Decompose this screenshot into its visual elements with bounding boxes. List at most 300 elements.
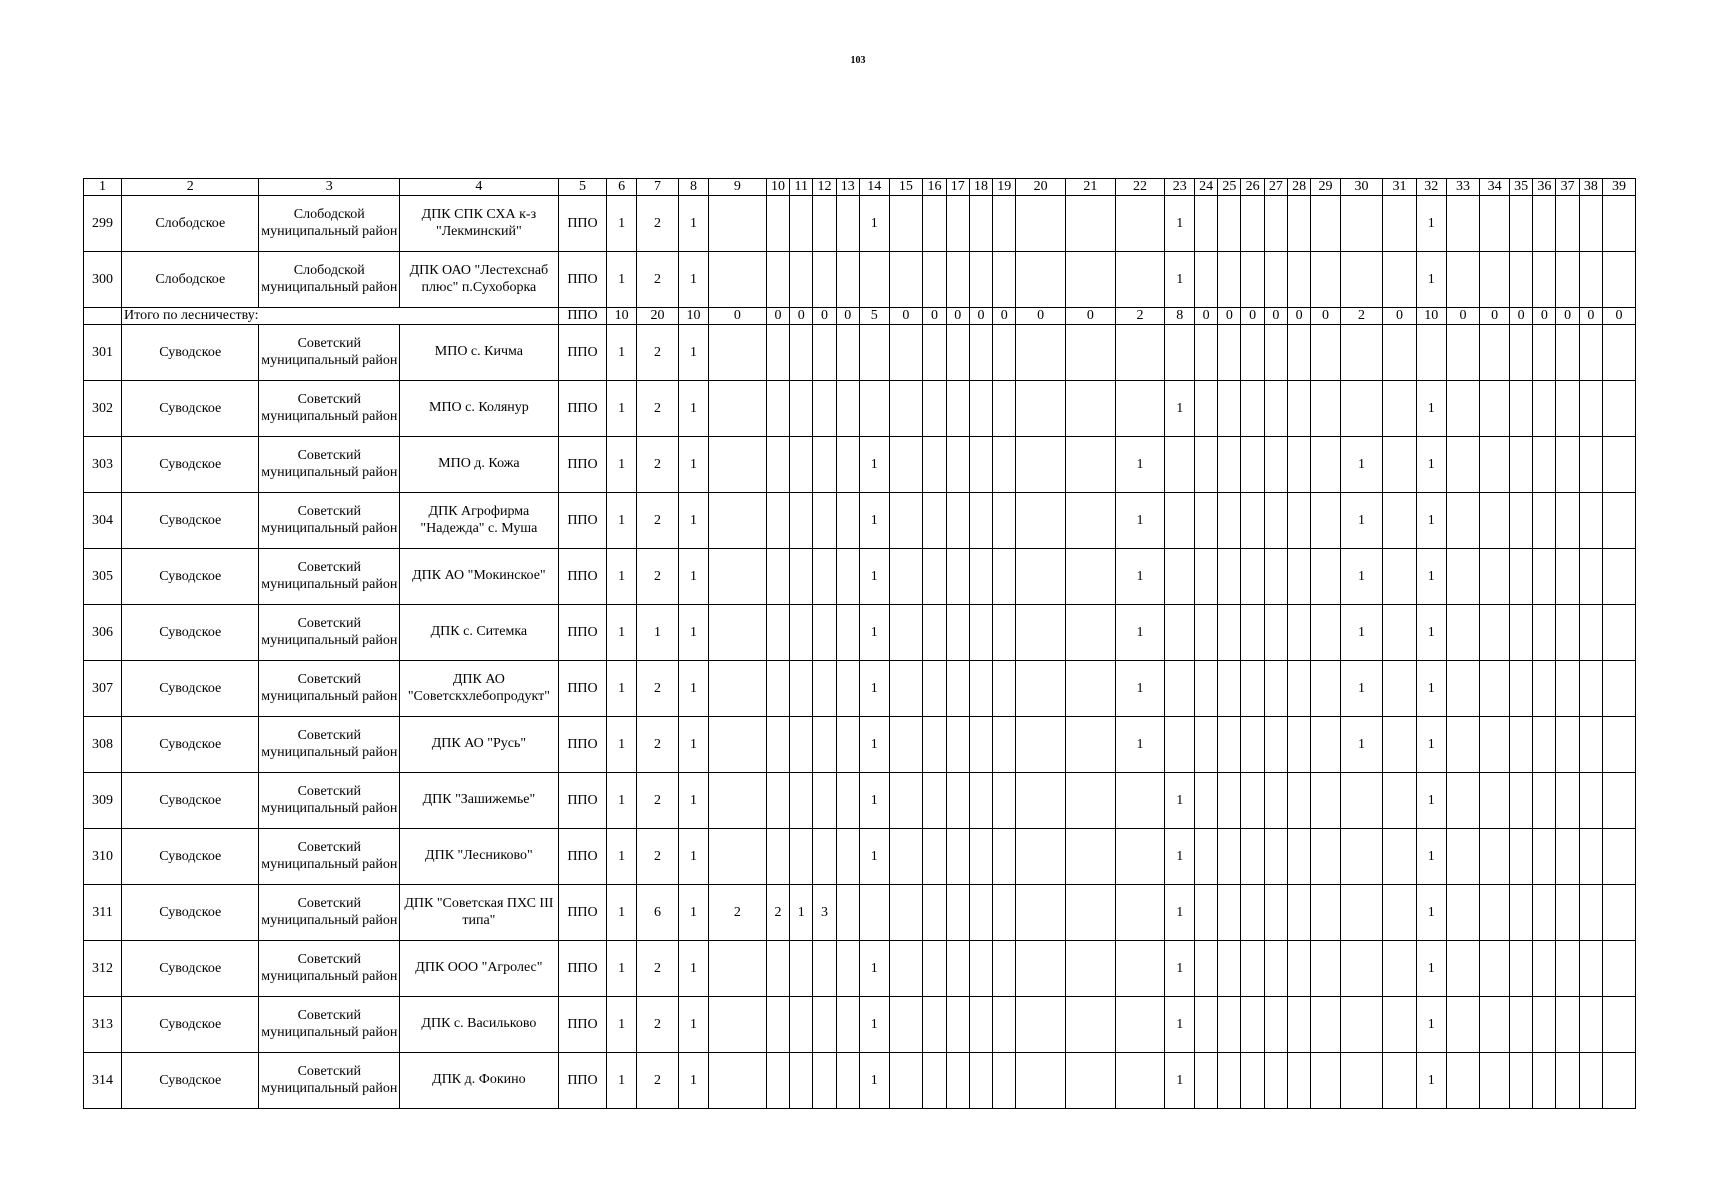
value-cell-col-32: 1 [1416,549,1446,605]
value-cell-col-8: 1 [679,196,709,252]
value-cell-col-17 [946,493,969,549]
value-cell-col-11 [790,493,813,549]
value-cell-col-33 [1446,381,1480,437]
value-cell-col-36 [1533,661,1556,717]
value-cell-col-32: 1 [1416,252,1446,308]
value-cell-col-6: 1 [607,381,637,437]
value-cell-col-25 [1218,196,1241,252]
value-cell-col-18 [969,325,992,381]
value-cell-col-17 [946,717,969,773]
value-cell-col-15 [889,717,923,773]
value-cell-col-21 [1066,381,1116,437]
row-number: 313 [84,997,122,1053]
value-cell-col-7: 2 [636,997,678,1053]
value-cell-col-36 [1533,885,1556,941]
value-cell-col-29 [1311,605,1341,661]
value-cell-col-13 [836,196,859,252]
header-cell-23: 23 [1165,179,1195,196]
value-cell-col-35 [1509,941,1532,997]
value-cell-col-10 [766,717,789,773]
header-cell-6: 6 [607,179,637,196]
value-cell-col-21 [1066,549,1116,605]
value-cell-col-33 [1446,196,1480,252]
value-cell-col-15 [889,661,923,717]
value-cell-col-19 [993,941,1016,997]
value-cell-col-17 [946,773,969,829]
value-cell-col-18 [969,549,992,605]
value-cell-col-9 [708,437,766,493]
value-cell-col-12 [813,1053,836,1109]
header-cell-20: 20 [1016,179,1066,196]
value-cell-col-28 [1287,1053,1310,1109]
value-cell-col-25 [1218,1053,1241,1109]
value-cell-col-18 [969,381,992,437]
value-cell-col-20 [1016,997,1066,1053]
value-cell-col-11: 1 [790,885,813,941]
value-cell-col-23 [1165,437,1195,493]
value-cell-col-39 [1602,717,1635,773]
unit-type: ППО [558,1053,607,1109]
value-cell-col-11 [790,381,813,437]
value-cell-col-26 [1241,605,1264,661]
value-cell-col-11 [790,325,813,381]
value-cell-col-19 [993,829,1016,885]
value-cell-col-11: 0 [790,308,813,325]
value-cell-col-15 [889,773,923,829]
organization-name: ДПК Агрофирма "Надежда" с. Муша [400,493,559,549]
value-cell-col-7: 2 [636,661,678,717]
value-cell-col-27 [1264,717,1287,773]
header-cell-10: 10 [766,179,789,196]
unit-type: ППО [558,885,607,941]
unit-type: ППО [558,997,607,1053]
value-cell-col-9 [708,605,766,661]
value-cell-col-21 [1066,829,1116,885]
value-cell-col-34 [1480,1053,1510,1109]
table-row [84,829,1636,885]
value-cell-col-39 [1602,493,1635,549]
table-row [84,605,1636,661]
value-cell-col-28 [1287,885,1310,941]
value-cell-col-14 [859,252,889,308]
value-cell-col-17 [946,885,969,941]
table-row [84,381,1636,437]
value-cell-col-26 [1241,196,1264,252]
value-cell-col-28 [1287,252,1310,308]
value-cell-col-9 [708,717,766,773]
value-cell-col-12 [813,941,836,997]
value-cell-col-24 [1194,325,1217,381]
header-cell-15: 15 [889,179,923,196]
value-cell-col-33 [1446,717,1480,773]
value-cell-col-15: 0 [889,308,923,325]
value-cell-col-14: 1 [859,661,889,717]
value-cell-col-22 [1115,196,1165,252]
value-cell-col-36 [1533,1053,1556,1109]
value-cell-col-9 [708,997,766,1053]
organization-name: ДПК "Советская ПХС III типа" [400,885,559,941]
value-cell-col-26 [1241,325,1264,381]
value-cell-col-27 [1264,773,1287,829]
value-cell-col-27 [1264,252,1287,308]
value-cell-col-30 [1340,997,1382,1053]
value-cell-col-25 [1218,437,1241,493]
forestry-name: Суводское [122,1053,259,1109]
table-row [84,549,1636,605]
value-cell-col-6: 1 [607,493,637,549]
header-cell-34: 34 [1480,179,1510,196]
value-cell-col-34 [1480,196,1510,252]
value-cell-col-22 [1115,252,1165,308]
row-number: 303 [84,437,122,493]
value-cell-col-12 [813,661,836,717]
value-cell-col-14 [859,325,889,381]
value-cell-col-15 [889,549,923,605]
value-cell-col-32: 1 [1416,661,1446,717]
value-cell-col-21 [1066,605,1116,661]
value-cell-col-15 [889,605,923,661]
value-cell-col-11 [790,997,813,1053]
header-cell-39: 39 [1602,179,1635,196]
value-cell-col-20 [1016,1053,1066,1109]
unit-type: ППО [558,549,607,605]
value-cell-col-27 [1264,829,1287,885]
value-cell-col-30: 1 [1340,437,1382,493]
unit-type: ППО [558,941,607,997]
value-cell-col-14: 1 [859,941,889,997]
value-cell-col-24 [1194,1053,1217,1109]
value-cell-col-30: 1 [1340,549,1382,605]
value-cell-col-37 [1556,1053,1579,1109]
value-cell-col-22 [1115,773,1165,829]
value-cell-col-38 [1579,885,1602,941]
header-cell-30: 30 [1340,179,1382,196]
value-cell-col-30 [1340,252,1382,308]
value-cell-col-13 [836,493,859,549]
value-cell-col-16 [923,717,946,773]
value-cell-col-22 [1115,885,1165,941]
value-cell-col-12 [813,773,836,829]
value-cell-col-18 [969,661,992,717]
value-cell-col-23: 1 [1165,997,1195,1053]
value-cell-col-37 [1556,252,1579,308]
value-cell-col-32: 1 [1416,885,1446,941]
value-cell-col-6: 1 [607,941,637,997]
value-cell-col-36 [1533,941,1556,997]
value-cell-col-19 [993,997,1016,1053]
value-cell-col-34 [1480,325,1510,381]
value-cell-col-39 [1602,252,1635,308]
value-cell-col-10 [766,997,789,1053]
value-cell-col-24 [1194,605,1217,661]
unit-type: ППО [558,196,607,252]
value-cell-col-20 [1016,605,1066,661]
value-cell-col-27 [1264,381,1287,437]
organization-name: МПО с. Колянур [400,381,559,437]
value-cell-col-17 [946,381,969,437]
header-cell-27: 27 [1264,179,1287,196]
value-cell-col-27 [1264,885,1287,941]
value-cell-col-15 [889,381,923,437]
value-cell-col-21 [1066,325,1116,381]
value-cell-col-13 [836,885,859,941]
value-cell-col-15 [889,829,923,885]
value-cell-col-22: 1 [1115,605,1165,661]
value-cell-col-34 [1480,885,1510,941]
value-cell-col-38 [1579,437,1602,493]
value-cell-col-16 [923,941,946,997]
value-cell-col-33 [1446,773,1480,829]
value-cell-col-30: 1 [1340,605,1382,661]
value-cell-col-28 [1287,549,1310,605]
value-cell-col-38 [1579,549,1602,605]
header-cell-32: 32 [1416,179,1446,196]
value-cell-col-17: 0 [946,308,969,325]
value-cell-col-21 [1066,941,1116,997]
header-cell-19: 19 [993,179,1016,196]
value-cell-col-10: 2 [766,885,789,941]
value-cell-col-37 [1556,773,1579,829]
value-cell-col-38 [1579,325,1602,381]
value-cell-col-25 [1218,941,1241,997]
value-cell-col-35 [1509,717,1532,773]
value-cell-col-16 [923,437,946,493]
header-cell-28: 28 [1287,179,1310,196]
value-cell-col-11 [790,196,813,252]
value-cell-col-7: 2 [636,829,678,885]
value-cell-col-27 [1264,605,1287,661]
value-cell-col-12 [813,325,836,381]
unit-type: ППО [558,773,607,829]
value-cell-col-29 [1311,252,1341,308]
value-cell-col-24 [1194,493,1217,549]
value-cell-col-7: 2 [636,941,678,997]
value-cell-col-7: 2 [636,1053,678,1109]
table-row [84,773,1636,829]
value-cell-col-31 [1383,493,1417,549]
value-cell-col-33 [1446,493,1480,549]
value-cell-col-18 [969,997,992,1053]
table-row [84,997,1636,1053]
value-cell-col-14: 1 [859,717,889,773]
forestry-name: Суводское [122,829,259,885]
unit-type: ППО [558,252,607,308]
header-cell-12: 12 [813,179,836,196]
value-cell-col-27: 0 [1264,308,1287,325]
district-name: Советский муниципальный район [259,549,400,605]
table-row [84,661,1636,717]
value-cell-col-13 [836,381,859,437]
value-cell-col-6: 1 [607,829,637,885]
value-cell-col-31 [1383,661,1417,717]
value-cell-col-14: 1 [859,437,889,493]
value-cell-col-20 [1016,549,1066,605]
value-cell-col-32: 1 [1416,493,1446,549]
table-row [84,196,1636,252]
value-cell-col-13: 0 [836,308,859,325]
value-cell-col-11 [790,437,813,493]
value-cell-col-36 [1533,717,1556,773]
value-cell-col-16 [923,252,946,308]
district-name: Советский муниципальный район [259,605,400,661]
value-cell-col-38 [1579,381,1602,437]
value-cell-col-19 [993,381,1016,437]
value-cell-col-28: 0 [1287,308,1310,325]
value-cell-col-33 [1446,437,1480,493]
header-cell-22: 22 [1115,179,1165,196]
value-cell-col-30: 1 [1340,493,1382,549]
organization-name: ДПК АО "Русь" [400,717,559,773]
value-cell-col-13 [836,941,859,997]
value-cell-col-39 [1602,829,1635,885]
value-cell-col-11 [790,717,813,773]
value-cell-col-14: 1 [859,605,889,661]
row-number: 302 [84,381,122,437]
value-cell-col-24 [1194,717,1217,773]
value-cell-col-24 [1194,381,1217,437]
value-cell-col-14: 1 [859,493,889,549]
row-number: 301 [84,325,122,381]
value-cell-col-29 [1311,997,1341,1053]
value-cell-col-14: 1 [859,773,889,829]
value-cell-col-11 [790,1053,813,1109]
value-cell-col-26 [1241,717,1264,773]
value-cell-col-22 [1115,997,1165,1053]
organization-name: МПО д. Кожа [400,437,559,493]
value-cell-col-14: 1 [859,196,889,252]
value-cell-col-23 [1165,605,1195,661]
value-cell-col-27 [1264,196,1287,252]
district-name: Советский муниципальный район [259,885,400,941]
value-cell-col-32: 1 [1416,941,1446,997]
value-cell-col-31 [1383,885,1417,941]
value-cell-col-35 [1509,1053,1532,1109]
value-cell-col-23: 1 [1165,196,1195,252]
value-cell-col-8: 1 [679,717,709,773]
forestry-name: Суводское [122,941,259,997]
value-cell-col-17 [946,1053,969,1109]
value-cell-col-8: 1 [679,252,709,308]
value-cell-col-29 [1311,549,1341,605]
value-cell-col-37 [1556,437,1579,493]
value-cell-col-35: 0 [1509,308,1532,325]
value-cell-col-32: 1 [1416,717,1446,773]
value-cell-col-17 [946,997,969,1053]
value-cell-col-8: 1 [679,493,709,549]
value-cell-col-38 [1579,661,1602,717]
value-cell-col-26 [1241,381,1264,437]
forestry-name: Суводское [122,997,259,1053]
value-cell-col-19: 0 [993,308,1016,325]
header-cell-37: 37 [1556,179,1579,196]
value-cell-col-23: 1 [1165,885,1195,941]
header-cell-3: 3 [259,179,400,196]
table-row [84,885,1636,941]
value-cell-col-22: 1 [1115,661,1165,717]
value-cell-col-23: 8 [1165,308,1195,325]
value-cell-col-31 [1383,1053,1417,1109]
value-cell-col-8: 1 [679,549,709,605]
value-cell-col-27 [1264,1053,1287,1109]
value-cell-col-6: 1 [607,885,637,941]
value-cell-col-24 [1194,196,1217,252]
value-cell-col-7: 6 [636,885,678,941]
value-cell-col-10 [766,381,789,437]
forestry-name: Суводское [122,661,259,717]
value-cell-col-34 [1480,941,1510,997]
value-cell-col-34 [1480,437,1510,493]
value-cell-col-9 [708,661,766,717]
value-cell-col-13 [836,252,859,308]
value-cell-col-13 [836,829,859,885]
value-cell-col-10 [766,325,789,381]
value-cell-col-19 [993,252,1016,308]
value-cell-col-26 [1241,885,1264,941]
header-cell-14: 14 [859,179,889,196]
value-cell-col-31 [1383,773,1417,829]
value-cell-col-30: 1 [1340,661,1382,717]
value-cell-col-22: 1 [1115,717,1165,773]
value-cell-col-13 [836,661,859,717]
unit-type: ППО [558,381,607,437]
value-cell-col-16 [923,196,946,252]
value-cell-col-17 [946,941,969,997]
value-cell-col-14: 1 [859,549,889,605]
value-cell-col-37 [1556,196,1579,252]
value-cell-col-13 [836,549,859,605]
value-cell-col-21 [1066,773,1116,829]
value-cell-col-39 [1602,941,1635,997]
value-cell-col-37 [1556,493,1579,549]
value-cell-col-32: 1 [1416,997,1446,1053]
value-cell-col-7: 2 [636,437,678,493]
value-cell-col-16 [923,829,946,885]
value-cell-col-20 [1016,381,1066,437]
value-cell-col-6: 1 [607,325,637,381]
forestry-name: Суводское [122,381,259,437]
value-cell-col-34 [1480,493,1510,549]
value-cell-col-28 [1287,437,1310,493]
value-cell-col-17 [946,437,969,493]
value-cell-col-18 [969,493,992,549]
value-cell-col-16 [923,605,946,661]
value-cell-col-9: 2 [708,885,766,941]
header-row [84,179,1636,196]
value-cell-col-21 [1066,196,1116,252]
value-cell-col-12 [813,605,836,661]
value-cell-col-35 [1509,829,1532,885]
value-cell-col-33 [1446,252,1480,308]
value-cell-col-22 [1115,941,1165,997]
total-label: Итого по лесничеству: [122,308,559,325]
organization-name: ДПК АО "Советскхлебопродукт" [400,661,559,717]
value-cell-col-24 [1194,252,1217,308]
organization-name: ДПК с. Васильково [400,997,559,1053]
value-cell-col-29 [1311,493,1341,549]
value-cell-col-31 [1383,381,1417,437]
value-cell-col-33 [1446,885,1480,941]
value-cell-col-12 [813,997,836,1053]
value-cell-col-34 [1480,605,1510,661]
value-cell-col-29 [1311,885,1341,941]
value-cell-col-30 [1340,1053,1382,1109]
district-name: Советский муниципальный район [259,997,400,1053]
value-cell-col-39 [1602,325,1635,381]
header-cell-2: 2 [122,179,259,196]
value-cell-col-20 [1016,661,1066,717]
organization-name: ДПК АО "Мокинское" [400,549,559,605]
header-cell-25: 25 [1218,179,1241,196]
